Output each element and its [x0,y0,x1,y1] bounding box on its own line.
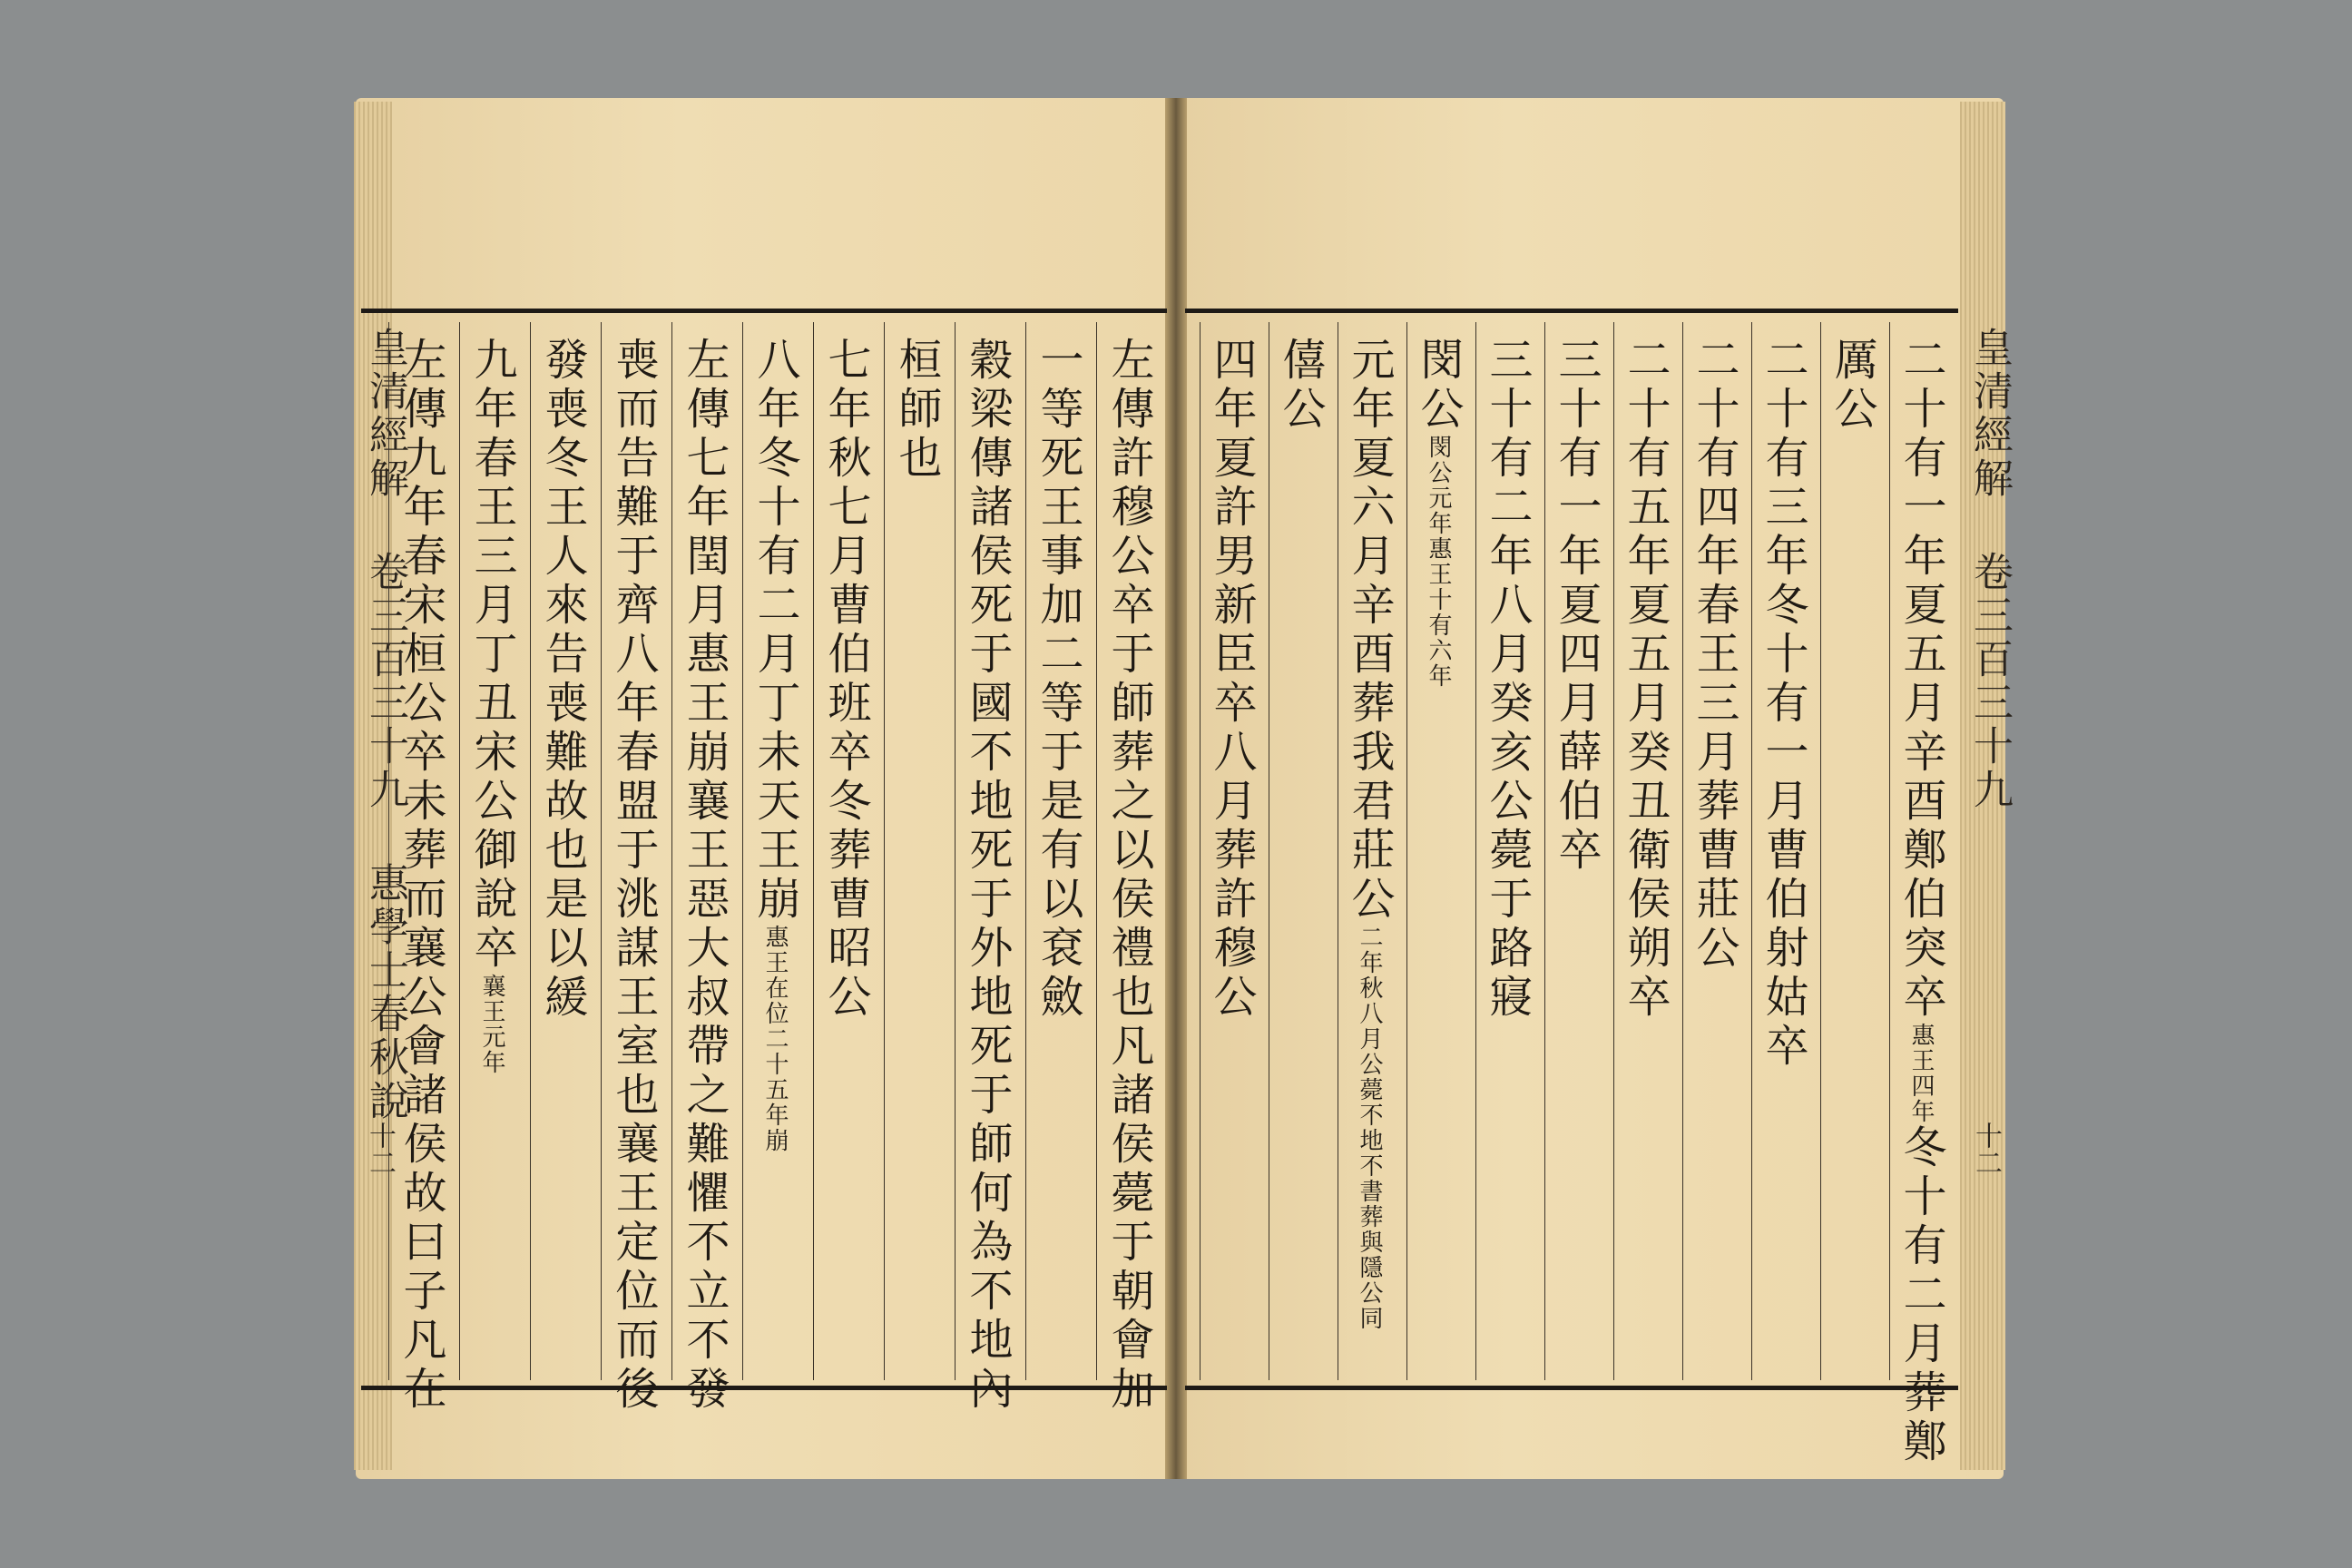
column-main-text: 桓師也 [891,337,942,484]
column-rule [1682,322,1683,1380]
column-main-text: 三十有二年八月癸亥公薨于路寢 [1482,337,1533,1023]
left-text-frame [361,309,1167,1415]
column-rule [530,322,531,1380]
book-gutter [1165,98,1187,1479]
column-rule [1025,322,1026,1380]
column-rule [601,322,602,1380]
text-column [1103,337,1154,1415]
column-main-text: 左傳七年閏月惠王崩襄王惡大叔帶之難懼不立不發 [679,337,730,1415]
column-main-text: 閔公 [1413,337,1464,435]
column-main-text: 左傳九年春宋桓公卒未葬而襄公會諸侯故曰子凡在 [396,337,446,1415]
column-tail-text: 冬十有二月葬鄭 [1896,1124,1946,1467]
text-column [1482,337,1533,1371]
text-column [1344,337,1395,1371]
column-main-text: 九年春王三月丁丑宋公御說卒 [466,337,517,974]
column-rule [671,322,672,1380]
column-rule [1406,322,1407,1380]
text-column [1827,337,1877,1371]
text-column [679,337,730,1415]
column-main-text: 厲公 [1827,337,1877,435]
text-column [962,337,1013,1415]
text-column [466,337,517,1371]
text-column [1689,337,1740,1371]
column-rule [1475,322,1476,1380]
column-rule [955,322,956,1380]
column-main-text: 發喪冬王人來告喪難故也是以緩 [537,337,588,1023]
text-column [891,337,942,1371]
column-main-text: 穀梁傳諸侯死于國不地死于外地死于師何為不地內 [962,337,1013,1415]
text-column [608,337,659,1415]
text-column [1551,337,1602,1371]
left-page-number: 十二 [364,1122,396,1176]
column-main-text: 三十有一年夏四月薛伯卒 [1551,337,1602,876]
column-annotation: 二年秋八月公薨不地不書葬與隱公同 [1356,925,1383,1331]
right-text-frame [1185,309,1958,1467]
column-main-text: 七年秋七月曹伯班卒冬葬曹昭公 [820,337,871,1023]
column-rule [1096,322,1097,1380]
text-column [1206,337,1257,1371]
column-annotation: 惠王四年 [1907,1023,1935,1124]
left-margin-title: 皇清經解 卷三百三十九 惠學士春秋說 [362,327,408,1123]
column-rule [813,322,814,1380]
column-annotation: 閔公元年惠王十有六年 [1425,435,1452,689]
column-main-text: 元年夏六月辛酉葬我君莊公 [1344,337,1395,925]
column-rule [1544,322,1545,1380]
column-main-text: 僖公 [1275,337,1326,435]
column-rule [459,322,460,1380]
text-column [750,337,800,1371]
text-column [1620,337,1671,1371]
right-margin-title: 皇清經解 卷三百三十九 [1966,327,2013,812]
text-column [1758,337,1808,1371]
column-main-text: 二十有一年夏五月辛酉鄭伯突卒 [1896,337,1946,1023]
column-rule [1889,322,1890,1380]
column-rule [1613,322,1614,1380]
column-main-text: 八年冬十有二月丁未天王崩 [750,337,800,925]
text-column [820,337,871,1371]
column-main-text: 二十有三年冬十有一月曹伯射姑卒 [1758,337,1808,1072]
column-rule [1751,322,1752,1380]
right-page-number: 十二 [1970,1122,2002,1176]
text-column [1275,337,1326,1371]
column-rule [1820,322,1821,1380]
text-column [1413,337,1464,1371]
column-main-text: 左傳許穆公卒于師葬之以侯禮也凡諸侯薨于朝會加 [1103,337,1154,1415]
column-main-text: 二十有五年夏五月癸丑衛侯朔卒 [1620,337,1671,1023]
text-column [396,337,446,1415]
column-main-text: 二十有四年春王三月葬曹莊公 [1689,337,1740,974]
text-column [1896,337,1946,1467]
column-rule [884,322,885,1380]
column-rule [742,322,743,1380]
column-main-text: 一等死王事加二等于是有以袞斂 [1033,337,1083,1023]
column-annotation: 惠王在位二十五年崩 [761,925,789,1153]
text-column [537,337,588,1371]
column-main-text: 喪而告難于齊八年春盟于洮謀王室也襄王定位而後 [608,337,659,1415]
text-column [1033,337,1083,1371]
column-annotation: 襄王元年 [478,974,505,1075]
column-main-text: 四年夏許男新臣卒八月葬許穆公 [1206,337,1257,1023]
column-rule [388,322,389,1380]
